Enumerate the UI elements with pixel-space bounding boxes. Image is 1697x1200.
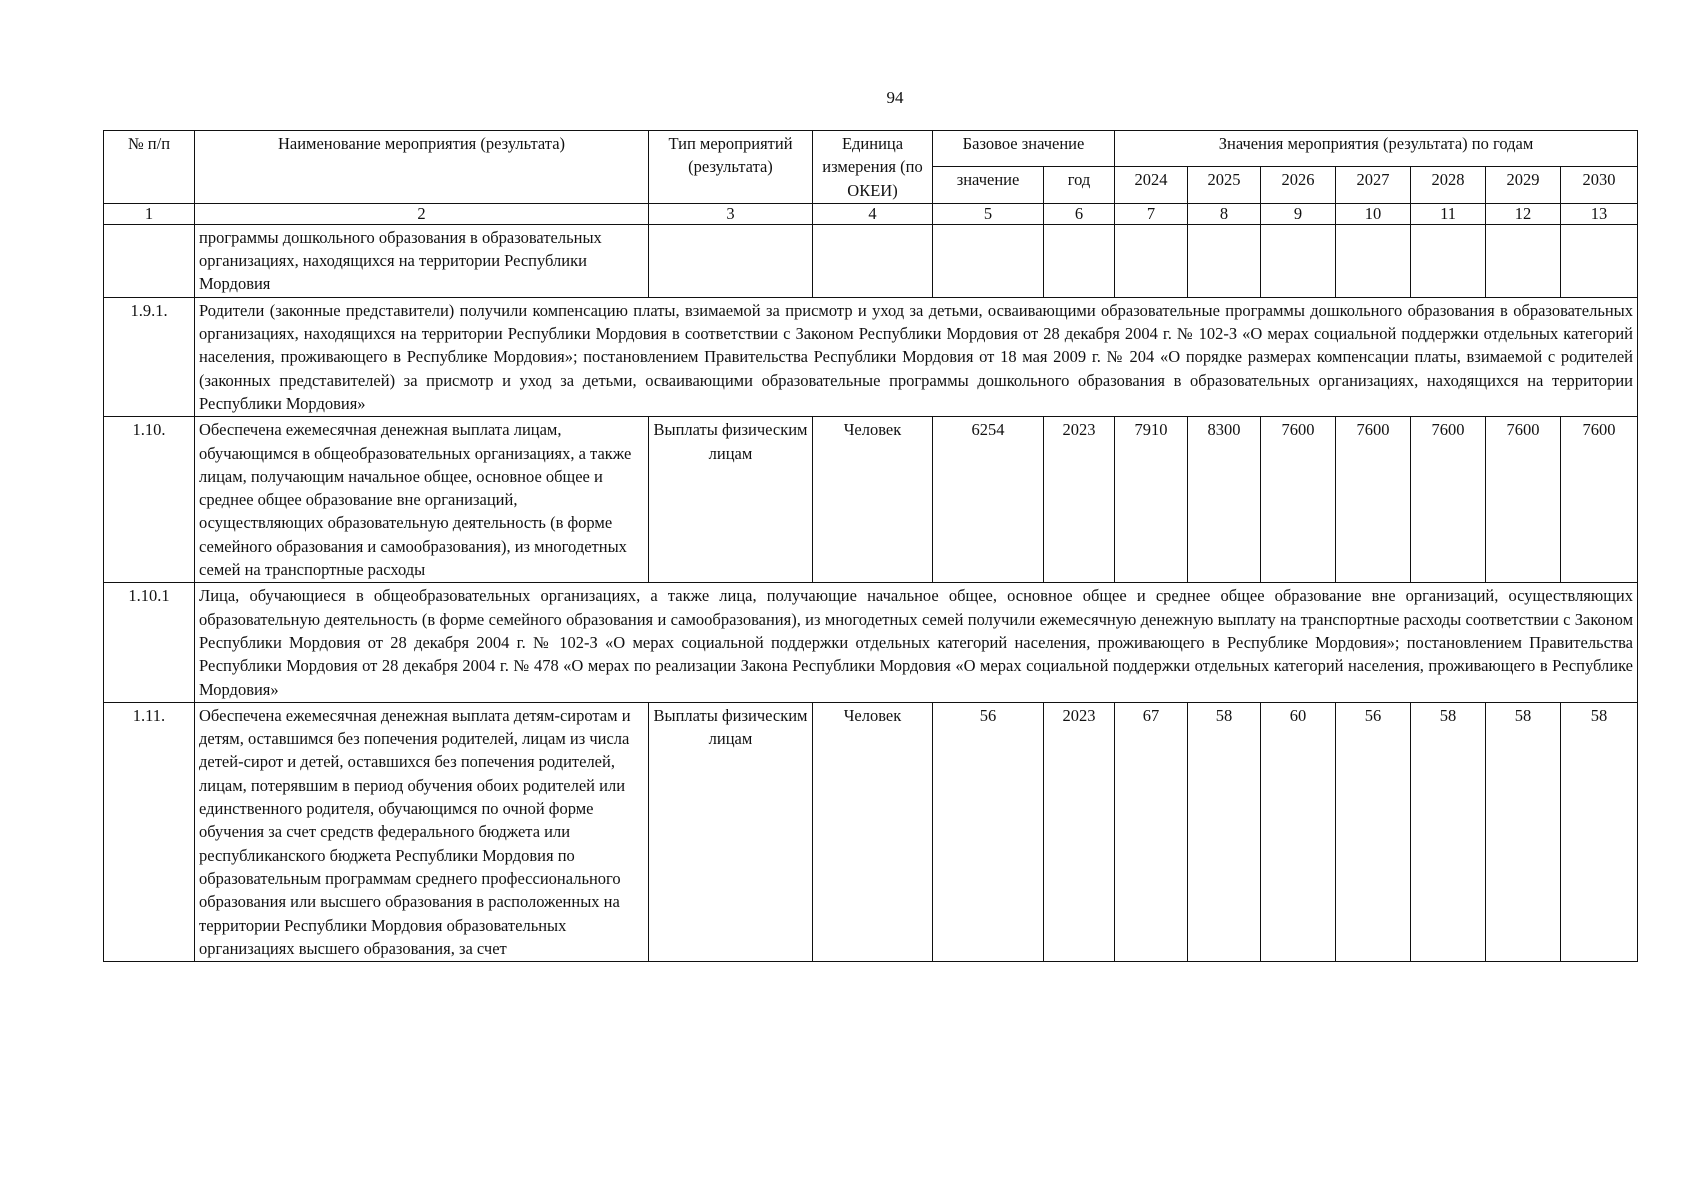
row-value-2028: 7600 (1411, 417, 1486, 583)
header-num: № п/п (104, 131, 195, 204)
header-base-value: значение (933, 167, 1044, 203)
column-number: 2 (195, 203, 649, 224)
row-result-text: Родители (законные представители) получили компенсацию платы, взимаемой за присмотр и уход за детьми, осваивающими образовательные программы дошкольного образования в образовательных организациях, находящихся на территории Республики Мордовия в соответствии с Законом Республики Мордовия от 28 декабря 2004 г. № 102-З «О мерах социальной поддержки отдельных категорий населения, проживающего в Республике Мордовия»; постановлением Правительства Республики Мордовия от 18 мая 2009 г. № 204 «О порядке размерах компенсации платы, взимаемой с родителей (законных представителей) за присмотр и уход за детьми, осваивающими образовательные программы дошкольного образования в образовательных организациях, находящихся на территории Республики Мордовия» (195, 297, 1638, 416)
column-number: 7 (1115, 203, 1188, 224)
header-year-2025: 2025 (1188, 167, 1261, 203)
column-number: 11 (1411, 203, 1486, 224)
row-name: Обеспечена ежемесячная денежная выплата детям-сиротам и детям, оставшимся без попечения родителей, лицам из числа детей-сирот и детей, оставшихся без попечения родителей, лицам, потерявшим в период обучения обоих родителей или единственного родителя, обучающимся по очной форме обучения за счет средств федерального бюджета или республиканского бюджета Республики Мордовия по образовательным программам среднего профессионального образования или высшего образования в расположенных на территории Республики Мордовия образовательных организациях высшего образования, за счет (195, 702, 649, 961)
row-value (1336, 224, 1411, 297)
row-num: 1.10. (104, 417, 195, 583)
column-number: 12 (1486, 203, 1561, 224)
row-base-year: 2023 (1044, 702, 1115, 961)
header-year-2027: 2027 (1336, 167, 1411, 203)
row-value-2026: 7600 (1261, 417, 1336, 583)
column-number-row (104, 203, 1638, 224)
column-number: 4 (813, 203, 933, 224)
column-number: 9 (1261, 203, 1336, 224)
header-year-2026: 2026 (1261, 167, 1336, 203)
row-value-2029: 58 (1486, 702, 1561, 961)
row-value (1188, 224, 1261, 297)
row-type (649, 224, 813, 297)
page-number: 94 (886, 88, 904, 107)
row-value-2026: 60 (1261, 702, 1336, 961)
header-type: Тип мероприятий (результата) (649, 131, 813, 204)
row-value-2030: 7600 (1561, 417, 1638, 583)
row-value-2029: 7600 (1486, 417, 1561, 583)
row-value-2025: 58 (1188, 702, 1261, 961)
row-value-2028: 58 (1411, 702, 1486, 961)
row-num: 1.11. (104, 702, 195, 961)
header-years: Значения мероприятия (результата) по годам (1115, 131, 1638, 167)
row-base-year (1044, 224, 1115, 297)
row-base-year: 2023 (1044, 417, 1115, 583)
row-value (1411, 224, 1486, 297)
row-value (1486, 224, 1561, 297)
row-unit (813, 224, 933, 297)
row-value (1261, 224, 1336, 297)
column-number: 13 (1561, 203, 1638, 224)
row-name: программы дошкольного образования в образовательных организациях, находящихся на территории Республики Мордовия (195, 224, 649, 297)
row-value (1115, 224, 1188, 297)
header-base: Базовое значение (933, 131, 1115, 167)
column-number: 6 (1044, 203, 1115, 224)
row-unit: Человек (813, 417, 933, 583)
row-num: 1.9.1. (104, 297, 195, 416)
row-num: 1.10.1 (104, 583, 195, 702)
header-year-2028: 2028 (1411, 167, 1486, 203)
row-type: Выплаты физическим лицам (649, 702, 813, 961)
header-year-2030: 2030 (1561, 167, 1638, 203)
row-base-value: 6254 (933, 417, 1044, 583)
header-row-1 (104, 131, 1638, 167)
header-year-2029: 2029 (1486, 167, 1561, 203)
header-unit: Единица измерения (по ОКЕИ) (813, 131, 933, 204)
row-value-2024: 7910 (1115, 417, 1188, 583)
row-value-2030: 58 (1561, 702, 1638, 961)
row-value-2025: 8300 (1188, 417, 1261, 583)
column-number: 5 (933, 203, 1044, 224)
row-base-value: 56 (933, 702, 1044, 961)
row-base-value (933, 224, 1044, 297)
row-num-cell (104, 224, 195, 297)
column-number: 10 (1336, 203, 1411, 224)
measures-table (103, 130, 1638, 962)
row-value-2027: 7600 (1336, 417, 1411, 583)
row-value-2024: 67 (1115, 702, 1188, 961)
column-number: 1 (104, 203, 195, 224)
row-name: Обеспечена ежемесячная денежная выплата лицам, обучающимся в общеобразовательных организациях, а также лицам, получающим начальное общее, основное общее и среднее общее образование вне организаций, осуществляющих образовательную деятельность (в форме семейного образования и самообразования), из многодетных семей на транспортные расходы (195, 417, 649, 583)
header-year-2024: 2024 (1115, 167, 1188, 203)
row-unit: Человек (813, 702, 933, 961)
table-row-1-11 (104, 702, 1638, 961)
row-type: Выплаты физическим лицам (649, 417, 813, 583)
row-value (1561, 224, 1638, 297)
table-row-1-10 (104, 417, 1638, 583)
row-value-2027: 56 (1336, 702, 1411, 961)
table-row-1-10-1 (104, 583, 1638, 702)
header-base-year: год (1044, 167, 1115, 203)
header-name: Наименование мероприятия (результата) (195, 131, 649, 204)
row-result-text: Лица, обучающиеся в общеобразовательных организациях, а также лица, получающие начальное общее, основное общее и среднее общее образование вне организаций, осуществляющих образовательную деятельность (в форме семейного образования и самообразования), из многодетных семей получили ежемесячную денежную выплату на транспортные расходы соответствии с Законом Республики Мордовия от 28 декабря 2004 г. № 102-З «О мерах социальной поддержки отдельных категорий населения, проживающего в Республике Мордовия»; постановлением Правительства Республики Мордовия от 28 декабря 2004 г. № 478 «О мерах по реализации Закона Республики Мордовия «О мерах социальной поддержки отдельных категорий населения, проживающего в Республике Мордовия» (195, 583, 1638, 702)
table-row-1-9-1 (104, 297, 1638, 416)
column-number: 3 (649, 203, 813, 224)
column-number: 8 (1188, 203, 1261, 224)
table-row-continuation (104, 224, 1638, 297)
